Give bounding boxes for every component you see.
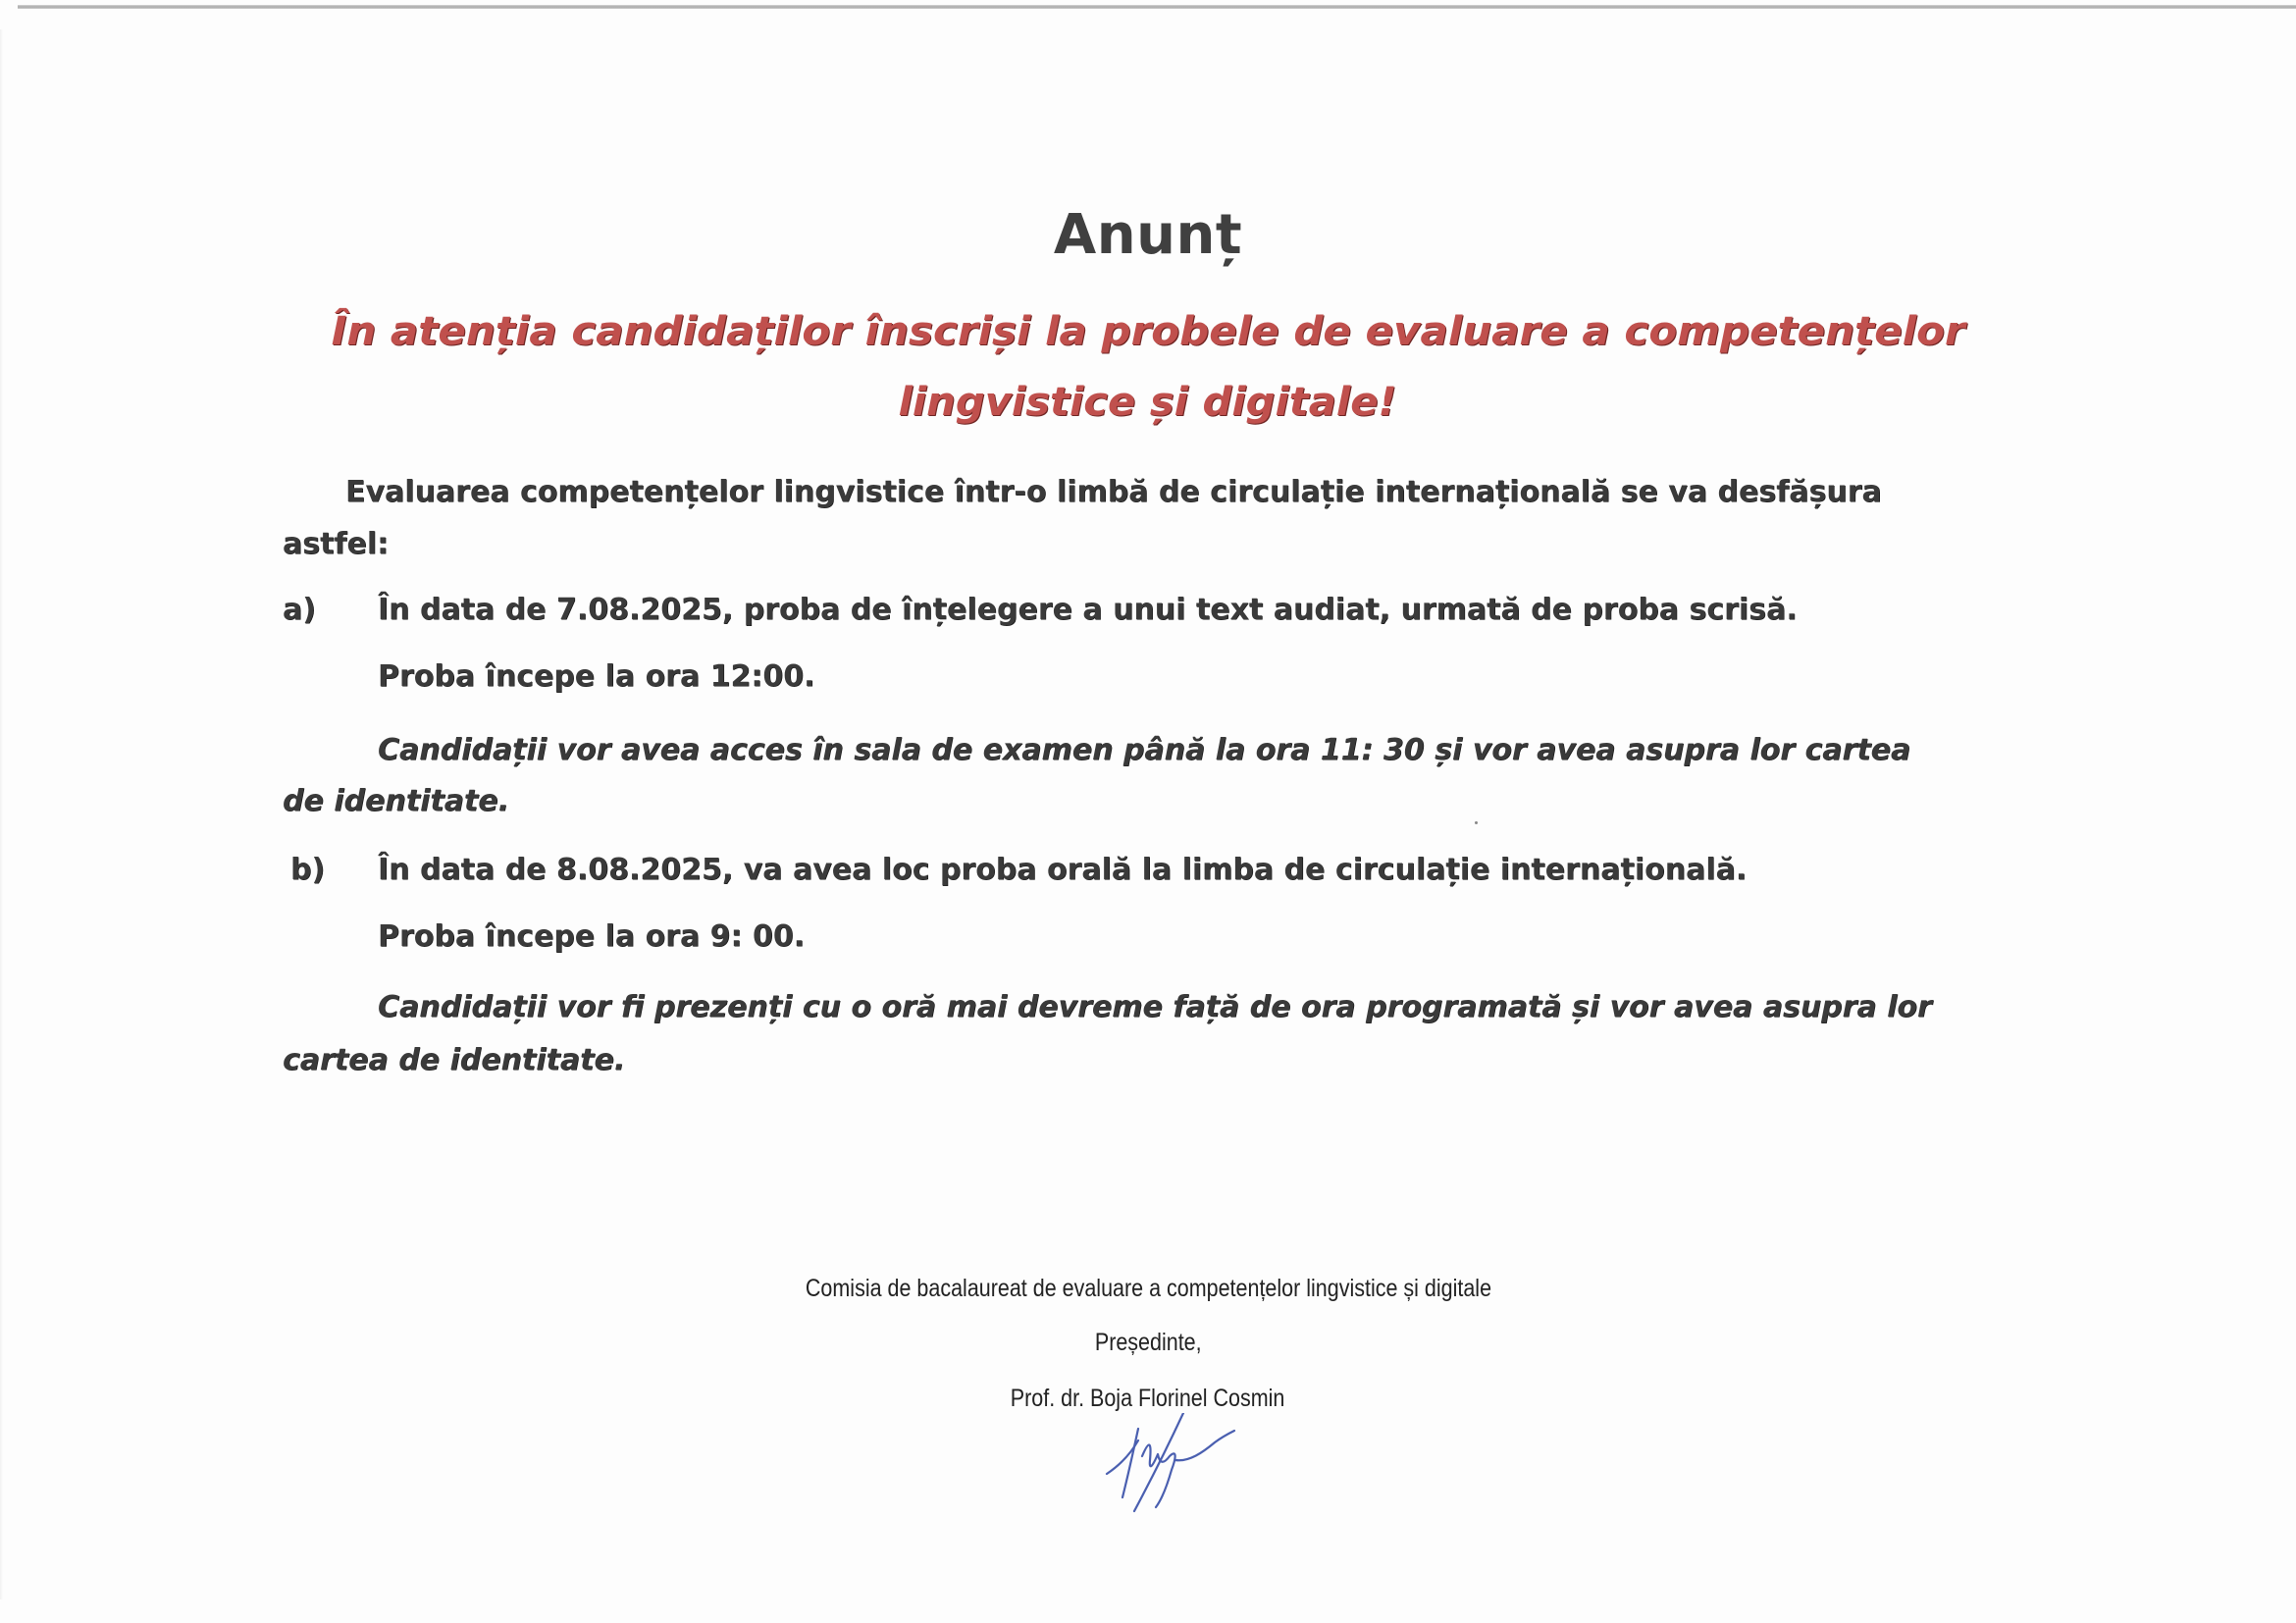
item-note-line-2: de identitate. xyxy=(283,784,510,818)
scan-border-line xyxy=(18,5,2296,9)
list-marker: b) xyxy=(290,853,326,887)
item-main-text: În data de 8.08.2025, va avea loc proba orală la limba de circulație internațională. xyxy=(378,853,1748,887)
item-note-line-1: Candidații vor avea acces în sala de examen până la ora 11: 30 și vor avea asupra lor cartea xyxy=(378,733,1911,767)
subtitle-line-1: În atenția candidaților înscriși la probele de evaluare a competențelor xyxy=(331,309,1965,354)
document-title: Anunț xyxy=(1053,203,1243,267)
signature-stroke xyxy=(1142,1445,1175,1508)
list-marker: a) xyxy=(283,593,316,627)
signature-stroke xyxy=(1134,1413,1183,1511)
commission-name xyxy=(0,1277,2296,1301)
intro-line-2: astfel: xyxy=(283,527,390,561)
scan-speck xyxy=(1475,821,1478,824)
handwritten-signature xyxy=(1087,1413,1254,1521)
scan-edge-shadow xyxy=(0,29,3,1599)
intro-line-1: Evaluarea competențelor lingvistice într-o limbă de circulație internațională se va desfășura xyxy=(345,475,1882,509)
role-text: Președinte, xyxy=(1094,1329,1202,1356)
item-note-line-2: cartea de identitate. xyxy=(283,1043,626,1077)
signatory-text: Prof. dr. Boja Florinel Cosmin xyxy=(1011,1385,1285,1412)
role-label xyxy=(0,1331,2296,1355)
signature-stroke xyxy=(1175,1431,1234,1460)
item-note-line-1: Candidații vor fi prezenți cu o oră mai devreme față de ora programată și vor avea asupra lor xyxy=(378,990,1932,1024)
item-start-time: Proba începe la ora 12:00. xyxy=(378,659,815,694)
signatory-name xyxy=(0,1387,2296,1411)
subtitle-line-2: lingvistice și digitale! xyxy=(899,380,1397,425)
signature-stroke xyxy=(1122,1429,1138,1497)
commission-text: Comisia de bacalaureat de evaluare a competențelor lingvistice și digitale xyxy=(805,1275,1491,1302)
item-start-time: Proba începe la ora 9: 00. xyxy=(378,919,806,954)
item-main-text: În data de 7.08.2025, proba de înțelegere a unui text audiat, urmată de proba scrisă. xyxy=(378,593,1798,627)
